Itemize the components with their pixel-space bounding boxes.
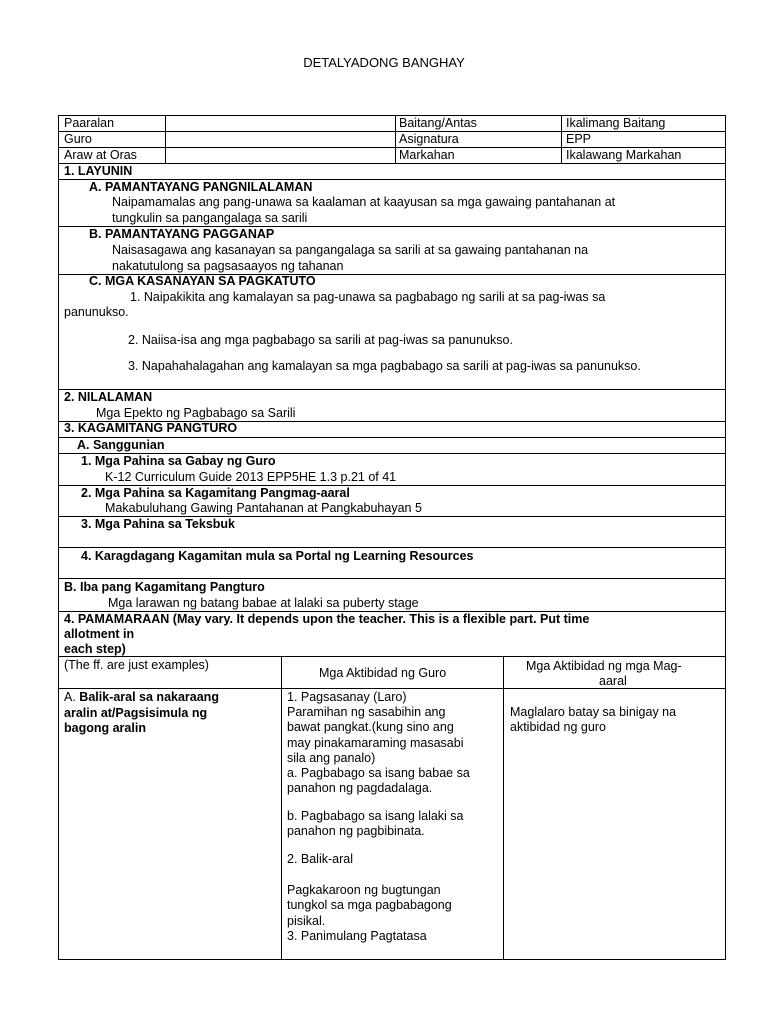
teksbuk-label: 3. Mga Pahina sa Teksbuk <box>81 517 235 531</box>
label-markahan: Markahan <box>399 148 455 162</box>
col-guro-header: Mga Aktibidad ng Guro <box>319 666 447 680</box>
kagamitang-pangmag-aaral-label: 2. Mga Pahina sa Kagamitang Pangmag-aaral <box>81 486 350 500</box>
document-title: DETALYADONG BANGHAY <box>303 55 465 70</box>
subsection-b-text-2: nakatutulong sa pagsasaayos ng tahanan <box>112 259 344 273</box>
section-layunin-heading: 1. LAYUNIN <box>64 164 133 178</box>
gabay-guro-text: K-12 Curriculum Guide 2013 EPP5HE 1.3 p.21 of 41 <box>105 470 397 484</box>
iba-pang-kagamitan-text: Mga larawan ng batang babae at lalaki sa puberty stage <box>108 596 419 610</box>
row-a-label <box>64 690 219 705</box>
guro-activity-9: panahon ng pagbibinata. <box>287 824 425 838</box>
gabay-guro-label: 1. Mga Pahina sa Gabay ng Guro <box>81 454 276 468</box>
sanggunian-heading: A. Sanggunian <box>77 438 165 452</box>
guro-activity-7: panahon ng pagdadalaga. <box>287 781 433 795</box>
kagamitang-pangmag-aaral-text: Makabuluhang Gawing Pantahanan at Pangkabuhayan 5 <box>105 501 422 515</box>
col-magaaral-header: Mga Aktibidad ng mga Mag- <box>526 659 682 673</box>
competency-2: 2. Naiisa-isa ang mga pagbabago sa sarili at pag-iwas sa panunukso. <box>128 333 513 347</box>
label-guro: Guro <box>64 132 92 146</box>
subsection-b-text: Naisasagawa ang kasanayan sa pangangalaga sa sarili at sa gawaing pantahanan na <box>112 243 589 257</box>
competency-1-cont: panunukso. <box>64 305 129 319</box>
row-a-prefix: A. <box>64 690 80 704</box>
section-pamamaraan-heading-2: allotment in <box>64 627 135 641</box>
label-paaralan: Paaralan <box>64 116 115 130</box>
guro-activity-11: Pagkakaroon ng bugtungan <box>287 883 441 897</box>
iba-pang-kagamitan-label: B. Iba pang Kagamitang Pangturo <box>64 580 265 594</box>
value-baitang: Ikalimang Baitang <box>566 116 666 130</box>
portal-label: 4. Karagdagang Kagamitan mula sa Portal ng Learning Resources <box>81 549 474 563</box>
col-magaaral-header-2: aaral <box>599 674 627 688</box>
guro-activity-2: Paramihan ng sasabihin ang <box>287 705 446 719</box>
guro-activity-13: pisikal. <box>287 914 326 928</box>
col-examples-header: (The ff. are just examples) <box>64 658 209 672</box>
guro-activity-3: bawat pangkat.(kung sino ang <box>287 720 454 734</box>
subsection-a-text: Naipamamalas ang pang-unawa sa kaalaman at kaayusan sa mga gawaing pantahanan at <box>112 195 616 209</box>
guro-activity-12: tungkol sa mga pagbabagong <box>287 898 452 912</box>
row-a-title-3: bagong aralin <box>64 721 146 735</box>
guro-activity-10: 2. Balik-aral <box>287 852 353 866</box>
magaaral-activity-1: Maglalaro batay sa binigay na <box>510 705 677 719</box>
section-pamamaraan-heading-3: each step) <box>64 642 126 656</box>
label-asignatura: Asignatura <box>399 132 459 146</box>
guro-activity-14: 3. Panimulang Pagtatasa <box>287 929 427 943</box>
magaaral-activity-2: aktibidad ng guro <box>510 720 606 734</box>
competency-1: 1. Naipakikita ang kamalayan sa pag-unawa sa pagbabago ng sarili at sa pag-iwas sa <box>130 290 606 304</box>
subsection-a-text-2: tungkulin sa pangangalaga sa sarili <box>112 211 308 225</box>
section-pamamaraan-heading: 4. PAMAMARAAN (May vary. It depends upon the teacher. This is a flexible part. Put time <box>64 612 590 626</box>
guro-activity-1: 1. Pagsasanay (Laro) <box>287 690 407 704</box>
row-a-title: Balik-aral sa nakaraang <box>79 690 219 704</box>
row-a-title-2: aralin at/Pagsisimula ng <box>64 706 208 720</box>
section-nilalaman-heading: 2. NILALAMAN <box>64 390 153 404</box>
nilalaman-text: Mga Epekto ng Pagbabago sa Sarili <box>96 406 296 420</box>
subsection-c-heading: C. MGA KASANAYAN SA PAGKATUTO <box>89 274 316 288</box>
label-baitang: Baitang/Antas <box>399 116 477 130</box>
value-markahan: Ikalawang Markahan <box>566 148 682 162</box>
guro-activity-4: may pinakamaraming masasabi <box>287 736 464 750</box>
subsection-b-heading: B. PAMANTAYANG PAGGANAP <box>89 227 275 241</box>
competency-3: 3. Napahahalagahan ang kamalayan sa mga pagbabago sa sarili at pag-iwas sa panunukso. <box>128 359 641 373</box>
label-araw-at-oras: Araw at Oras <box>64 148 137 162</box>
guro-activity-5: sila ang panalo) <box>287 751 376 765</box>
value-asignatura: EPP <box>566 132 592 146</box>
guro-activity-6: a. Pagbabago sa isang babae sa <box>287 766 470 780</box>
guro-activity-8: b. Pagbabago sa isang lalaki sa <box>287 809 464 823</box>
subsection-a-heading: A. PAMANTAYANG PANGNILALAMAN <box>89 180 313 194</box>
section-kagamitan-heading: 3. KAGAMITANG PANGTURO <box>64 421 238 435</box>
